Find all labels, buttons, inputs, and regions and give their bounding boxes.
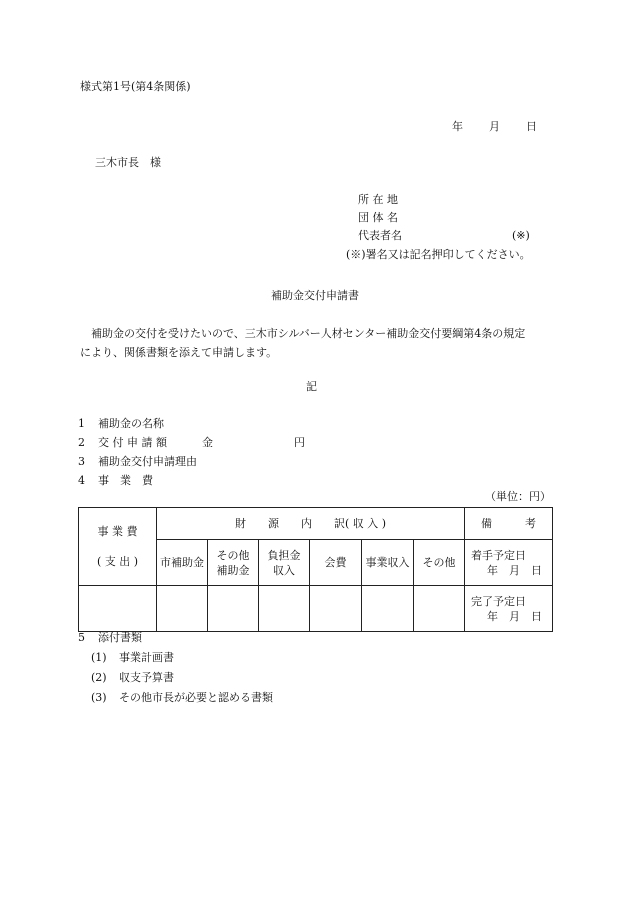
start-date-label: 着手予定日 — [471, 548, 526, 562]
address-label: 所 在 地 — [358, 193, 398, 206]
unit-note: （単位：円） — [485, 490, 551, 503]
date-year: 年 — [452, 120, 463, 133]
start-date-cell — [465, 540, 553, 586]
applicant-block — [358, 194, 548, 248]
attachment-number: (2) — [91, 671, 107, 684]
attachments-heading — [78, 632, 273, 652]
attachment-number: (1) — [91, 651, 107, 664]
end-date-value: 年 月 日 — [487, 609, 542, 623]
expense-header-bottom: ( 支 出 ) — [96, 555, 139, 568]
item-list — [78, 417, 305, 494]
item-label: 補助金交付申請理由 — [98, 455, 197, 468]
membership-fees-input-cell[interactable] — [310, 586, 362, 632]
attachments-label: 添付書類 — [98, 631, 142, 644]
attachment-item — [78, 652, 273, 672]
col-city-subsidy: 市補助金 — [157, 540, 208, 586]
item-number: 4 — [78, 474, 85, 487]
group-name-label: 団 体 名 — [358, 211, 398, 224]
col-business-income: 事業収入 — [362, 540, 414, 586]
item-number: 1 — [78, 417, 85, 430]
grant-table — [78, 507, 553, 632]
signature-mark: (※) — [512, 229, 530, 242]
item-number: 2 — [78, 436, 85, 449]
form-number: 様式第1号(第4条関係) — [80, 80, 191, 93]
attachment-label: 事業計画書 — [119, 651, 174, 664]
body-text — [80, 324, 550, 362]
item-label: 補助金の名称 — [98, 417, 164, 430]
attachments-section — [78, 632, 273, 712]
end-date-cell — [465, 586, 553, 632]
funding-breakdown-header: 財 源 内 訳( 収 入 ) — [157, 508, 465, 540]
attachment-item — [78, 692, 273, 712]
col-other: その他 — [414, 540, 465, 586]
item-label: 事 業 費 — [98, 474, 153, 487]
contribution-income-input-cell[interactable] — [259, 586, 310, 632]
other-income-input-cell[interactable] — [414, 586, 465, 632]
business-income-input-cell[interactable] — [362, 586, 414, 632]
ki-heading: 記 — [306, 380, 317, 393]
item-label: 交 付 申 請 額 — [98, 436, 167, 449]
body-line-1: 補助金の交付を受けたいので、三木市シルバー人材センター補助金交付要綱第4条の規定 — [80, 327, 526, 340]
city-subsidy-input-cell[interactable] — [157, 586, 208, 632]
col-membership-fees: 会費 — [310, 540, 362, 586]
date-day: 日 — [526, 120, 537, 133]
document-title: 補助金交付申請書 — [271, 289, 359, 302]
item-number: 3 — [78, 455, 85, 468]
attachment-number: (3) — [91, 691, 107, 704]
date-line — [452, 121, 537, 132]
attachment-item — [78, 672, 273, 692]
attachments-number: 5 — [78, 631, 85, 644]
item-4 — [78, 475, 197, 494]
attachment-label: その他市長が必要と認める書類 — [119, 691, 273, 704]
start-date-value: 年 月 日 — [487, 563, 542, 577]
expense-input-cell[interactable] — [79, 586, 157, 632]
item-3 — [78, 456, 197, 475]
body-line-2: により、関係書類を添えて申請します。 — [80, 346, 278, 359]
col-contribution-income: 負担金 収入 — [259, 540, 310, 586]
addressee: 三木市長 様 — [95, 156, 161, 169]
signature-note: (※)署名又は記名押印してください。 — [346, 248, 531, 261]
representative-label: 代表者名 — [358, 229, 402, 242]
item-2 — [78, 436, 305, 456]
amount-unit: 円 — [294, 436, 305, 449]
expense-header-top: 事 業 費 — [97, 525, 138, 538]
amount-prefix: 金 — [202, 436, 213, 449]
col-other-subsidy: その他 補助金 — [208, 540, 259, 586]
date-month: 月 — [489, 120, 500, 133]
remarks-header: 備 考 — [465, 508, 553, 540]
expense-header — [79, 508, 157, 586]
other-subsidy-input-cell[interactable] — [208, 586, 259, 632]
attachment-label: 収支予算書 — [119, 671, 174, 684]
end-date-label: 完了予定日 — [471, 594, 526, 608]
item-1 — [78, 418, 197, 437]
